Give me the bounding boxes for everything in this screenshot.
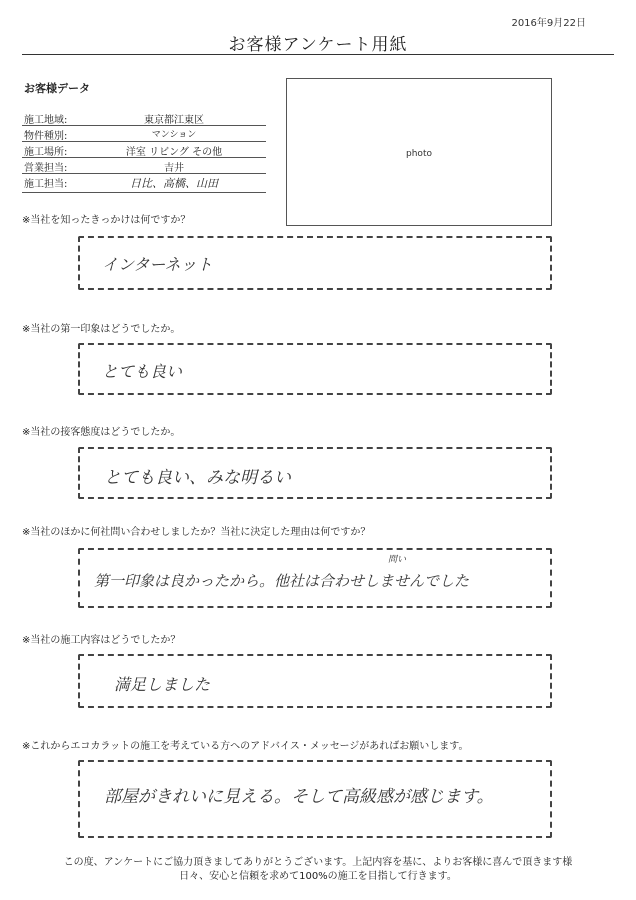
- info-row-location: [22, 142, 266, 158]
- answer-box-2: [78, 343, 552, 395]
- info-value: 日比、高橋、山田: [130, 177, 218, 190]
- answer-4: 第一印象は良かったから。他社は合わせしませんでした: [94, 572, 470, 590]
- answer-box-6: [78, 760, 552, 838]
- answer-box-3: [78, 447, 552, 499]
- answer-box-5: [78, 654, 552, 708]
- info-row-area: [22, 110, 266, 126]
- info-row-sales-rep: [22, 158, 266, 174]
- title-divider: [22, 54, 614, 55]
- info-value: 洋室 リビング その他: [125, 147, 223, 158]
- answer-4-note: 問い: [388, 555, 407, 565]
- answer-box-4: [78, 548, 552, 608]
- info-value: 東京都江東区: [144, 115, 204, 126]
- answer-6: 部屋がきれいに見える。そして高級感が感じます。: [104, 787, 494, 807]
- question-5: ※当社の施工内容はどうでしたか？: [22, 635, 181, 646]
- photo-label: photo: [406, 149, 432, 159]
- info-label: 施工場所:: [24, 147, 68, 158]
- answer-5: 満足しました: [114, 675, 211, 694]
- page-title: お客様アンケート用紙: [228, 35, 408, 55]
- question-1: ※当社を知ったきっかけは何ですか？: [22, 215, 191, 226]
- question-6: ※これからエコカラットの施工を考えている方へのアドバイス・メッセージがあればお願いします。: [22, 741, 469, 752]
- info-value: 吉井: [164, 163, 184, 174]
- answer-1: インターネット: [102, 255, 213, 274]
- info-label: 営業担当:: [24, 163, 68, 174]
- answer-2: とても良い: [102, 362, 183, 381]
- info-row-installer: [22, 174, 266, 193]
- info-row-property-type: [22, 126, 266, 142]
- info-label: 施工地域:: [24, 115, 68, 126]
- answer-box-1: [78, 236, 552, 290]
- question-3: ※当社の接客態度はどうでしたか。: [22, 427, 181, 438]
- customer-info-table: [22, 110, 266, 193]
- question-2: ※当社の第一印象はどうでしたか。: [22, 324, 181, 335]
- customer-data-heading: お客様データ: [24, 82, 90, 95]
- footer-line-1: この度、アンケートにご協力頂きましてありがとうございます。上記内容を基に、よりお客様に喜んで頂きます様: [63, 857, 573, 868]
- info-label: 物件種別:: [24, 131, 68, 142]
- info-label: 施工担当:: [24, 179, 68, 190]
- footer-message: [20, 856, 616, 884]
- question-4: ※当社のほかに何社問い合わせしましたか？当社に決定した理由は何ですか？: [22, 527, 371, 538]
- answer-3: とても良い、みな明るい: [104, 468, 291, 488]
- survey-date: 2016年9月22日: [511, 18, 586, 29]
- info-value: マンション: [151, 130, 197, 140]
- footer-line-2: 日々、安心と信頼を求めて100%の施工を目指して行きます。: [179, 871, 457, 882]
